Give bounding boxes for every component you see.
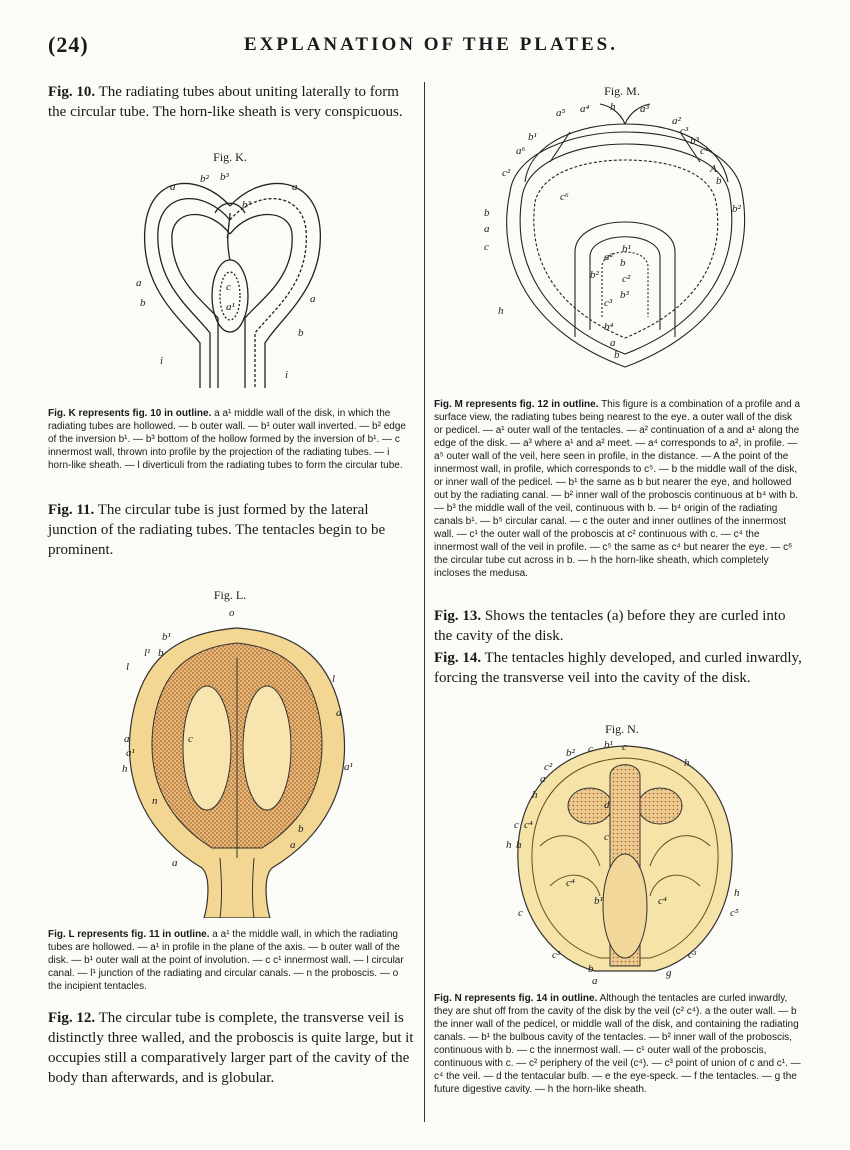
fig10-paragraph [48, 82, 414, 122]
figN-label-c3: c [514, 819, 519, 831]
figN-label-c3c: c³ [688, 949, 697, 961]
figM-label-c3: c³ [680, 125, 689, 137]
figL-label-a1: a¹ [126, 747, 135, 759]
figK-label-i1: i [160, 355, 164, 367]
figN-label-b1: b¹ [604, 739, 613, 751]
figM-label-a5: a⁵ [556, 107, 566, 119]
fig14-paragraph [434, 648, 802, 688]
figL-caption-lead: Fig. L represents fig. 11 in outline. [48, 929, 210, 940]
figL-label-a-r: a [336, 707, 342, 719]
page-title: EXPLANATION OF THE PLATES. [244, 34, 618, 55]
figL-label-b1: b¹ [162, 631, 171, 643]
figM-label-b4: b⁴ [604, 321, 614, 333]
figM-caption-lead: Fig. M represents fig. 12 in outline. [434, 399, 599, 410]
figN-label-h1: h [684, 757, 690, 769]
figK-caption [48, 407, 414, 472]
figN-label-h2: h [532, 789, 538, 801]
figM-label-A: A [710, 163, 717, 175]
fig12-label: Fig. 12. [48, 1010, 96, 1026]
figM-label-c2b: c² [622, 273, 631, 285]
figL-label-a1r: a¹ [344, 761, 353, 773]
fig10-text: The radiating tubes about uniting laterally to form the circular tube. The horn-like sheath is very conspicuous. [48, 84, 403, 120]
figM-label-a6: a⁶ [516, 145, 526, 157]
figN-label-h4: h [516, 839, 522, 851]
figK-label-a1: a [170, 181, 176, 193]
figM-label-a2b: a² [604, 251, 613, 263]
figL-label-l1: l¹ [144, 647, 151, 659]
figN-label-d: d [604, 799, 610, 811]
figK-label-a2: a [292, 181, 298, 193]
figL-drawing [112, 608, 362, 918]
figM-label-c6: c⁶ [560, 191, 569, 203]
figK-label-i2: i [285, 369, 289, 381]
figN-label-c5b: c⁵ [730, 907, 739, 919]
fig13-label: Fig. 13. [434, 608, 482, 624]
figM-label-b-c: b [620, 257, 626, 269]
fig13-text: Shows the tentacles (a) before they are curled into the cavity of the disk. [434, 608, 786, 644]
figK-label-b2: b² [200, 173, 209, 185]
figM-label-h: h [610, 102, 616, 113]
figL-label-b: b [158, 647, 164, 659]
figM-caption [434, 398, 802, 580]
figL-label-l: l [126, 661, 130, 673]
figL-label-a2: a [290, 839, 296, 851]
fig14-label: Fig. 14. [434, 650, 482, 666]
figN-label-c4: c⁴ [524, 819, 533, 831]
figM-label-c3b: c³ [604, 297, 613, 309]
figK-label-c: c [226, 281, 231, 293]
figM-label-a-b: a [610, 337, 616, 349]
figL-label-o: o [229, 608, 235, 619]
figN-label-b2: b² [566, 747, 575, 759]
figK-label-b: b [140, 297, 146, 309]
figM-label-c: c [484, 241, 489, 253]
figN-label-a2: a [592, 975, 598, 986]
figM-label-b-b: b [614, 349, 620, 361]
figN-label-c3b: c³ [552, 949, 561, 961]
figN-label-c1: c [588, 743, 593, 755]
figN-label-c4c: c⁴ [658, 895, 667, 907]
figN-label-b: b [588, 963, 594, 975]
figN-label-b1b: b¹ [594, 895, 603, 907]
figL-label-h: h [122, 763, 128, 775]
figL-title: Fig. L. [213, 588, 247, 602]
figN-label-a: a [540, 773, 546, 785]
figM-label-b2b: b² [590, 269, 599, 281]
figM-drawing [480, 102, 770, 382]
figN-caption [434, 992, 802, 1096]
figK-label-b3: b³ [220, 171, 229, 183]
figM-title: Fig. M. [604, 84, 640, 98]
figN-label-c6: c [518, 907, 523, 919]
figL-label-c: c [188, 733, 193, 745]
figN-label-h5: h [734, 887, 740, 899]
figK-drawing [130, 168, 340, 398]
figK-label-a1b: a¹ [226, 301, 235, 313]
fig13-paragraph [434, 606, 802, 646]
figL-caption [48, 928, 414, 993]
fig11-label: Fig. 11. [48, 502, 95, 518]
figL-caption-text: a a¹ the middle wall, in which the radiating tubes are hollowed. — a¹ in profile in the plane of the axis. — b outer wall of the disk. — b¹ outer wall at the point of involution. — c c¹ innermost wall. — l circular canal. — l¹ junction of the radiating and circular canals. — n the proboscis. — o the incipient tentacles. [48, 929, 404, 992]
figN-label-h3: h [506, 839, 512, 851]
figL-label-a3: a [172, 857, 178, 869]
figN-label-c2b: c² [544, 761, 553, 773]
fig11-text: The circular tube is just formed by the lateral junction of the radiating tubes. The tentacles begin to be prominent. [48, 502, 386, 558]
figN-drawing [500, 736, 750, 986]
fig14-text: The tentacles highly developed, and curled inwardly, forcing the transverse veil into the cavity of the disk. [434, 650, 802, 686]
column-divider [424, 82, 425, 1122]
figM-label-b3b: b³ [620, 289, 629, 301]
figM-label-b1: b¹ [528, 131, 537, 143]
figM-label-c2: c² [502, 167, 511, 179]
figM-label-a3: a³ [640, 103, 649, 115]
figL-label-n: n [152, 795, 158, 807]
figN-label-c2: c [622, 741, 627, 753]
figM-label-c1: c¹ [700, 145, 709, 157]
figN-caption-text: Although the tentacles are curled inwardly, they are shut off from the cavity of the disk by the veil (c² c⁴). a the outer wall. — b the inner wall of the pedicel, or middle wall of the disk, and containing the radiating canals. — b¹ the bulbous cavity of the tentacles. — b² inner wall of the proboscis, continuous with b. — c the innermost wall. — c¹ outer wall of the proboscis, continuous with c. — c² periphery of the veil (c⁴). — c³ point of union of c and c¹. — c⁴ the veil. — d the tentacular bulb. — e the eye-speck. — f the tentacles. — g the future digestive cavity. — h the horn-like sheath. [434, 993, 801, 1095]
figM-label-a4: a⁴ [580, 103, 590, 115]
fig10-label: Fig. 10. [48, 84, 96, 100]
figK-title: Fig. K. [213, 150, 247, 164]
figN-label-g: g [666, 967, 672, 979]
figM-label-a: a [484, 223, 490, 235]
figL-label-l2: l [332, 673, 336, 685]
figL-label-b2: b [298, 823, 304, 835]
fig12-text: The circular tube is complete, the transverse veil is distinctly three walled, and the proboscis is quite large, but it occupies still a comparatively larger part of the cavity of the body than afterwards, and is globular. [48, 1010, 414, 1086]
figM-label-b3: b³ [690, 135, 699, 147]
figK-label-a3: a [136, 277, 142, 289]
figL-label-a: a [124, 733, 130, 745]
page-number: (24) [48, 32, 89, 57]
figM-label-b-l: b [484, 207, 490, 219]
figK-caption-text: a a¹ middle wall of the disk, in which the radiating tubes are hollowed. — b outer wall. — b¹ outer wall inverted. — b² edge of the inversion b¹. — b³ bottom of the hollow formed by the inversion of b¹. — c innermost wall, thrown into profile by the projection of the radiating tubes. — i horn-like sheath. — l diverticuli from the radiating tubes to form the circular tube. [48, 408, 406, 471]
figM-label-b1b: b¹ [622, 243, 631, 255]
figM-label-h2: h [498, 305, 504, 317]
figN-label-c5: c [604, 831, 609, 843]
figM-caption-text: This figure is a combination of a profile and a surface view, the radiating tubes being nearest to the eye. a outer wall of the disk or pedicel. — a¹ outer wall of the tentacles. — a² continuation of a and a¹ along the edge of the disk. — a³ where a¹ and a² meet. — a⁴ corresponds to a², in profile. — a⁵ outer wall of the veil, here seen in profile, in the distance. — A the point of the innermost wall, in profile, which corresponds to c⁵. — b the middle wall of the disk, or inner wall of the pedicel. — b¹ the same as b but nearer the eye, and hollowed out by the radiating canal. — b² inner wall of the proboscis continuous at b⁴ with b. — b³ the middle wall of the veil, continuous with b. — b⁴ origin of the radiating canals b¹. — b⁵ circular canal. — c the outer and inner outlines of the innermost wall. — c¹ the outer wall of the proboscis at c² continuous with c. — c⁴ the innermost wall of the veil in profile. — c⁵ the same as c⁴ but nearer the eye. — c⁶ the circular tube cut across in b. — h the horn-like sheath, which completely incloses the medusa. [434, 399, 801, 579]
figK-label-a4: a [310, 293, 316, 305]
figK-label-l: l [226, 229, 230, 241]
figK-label-b3b: b³ [242, 199, 251, 211]
fig11-paragraph [48, 500, 414, 560]
figM-label-a2: a² [672, 115, 681, 127]
fig12-paragraph [48, 1008, 414, 1088]
figM-label-b2: b² [732, 203, 741, 215]
figK-caption-lead: Fig. K represents fig. 10 in outline. [48, 408, 212, 419]
figK-label-b2nd: b [298, 327, 304, 339]
figM-label-b: b [716, 175, 722, 187]
figN-caption-lead: Fig. N represents fig. 14 in outline. [434, 993, 598, 1004]
figN-title: Fig. N. [605, 722, 639, 736]
figN-label-c4b: c⁴ [566, 877, 575, 889]
